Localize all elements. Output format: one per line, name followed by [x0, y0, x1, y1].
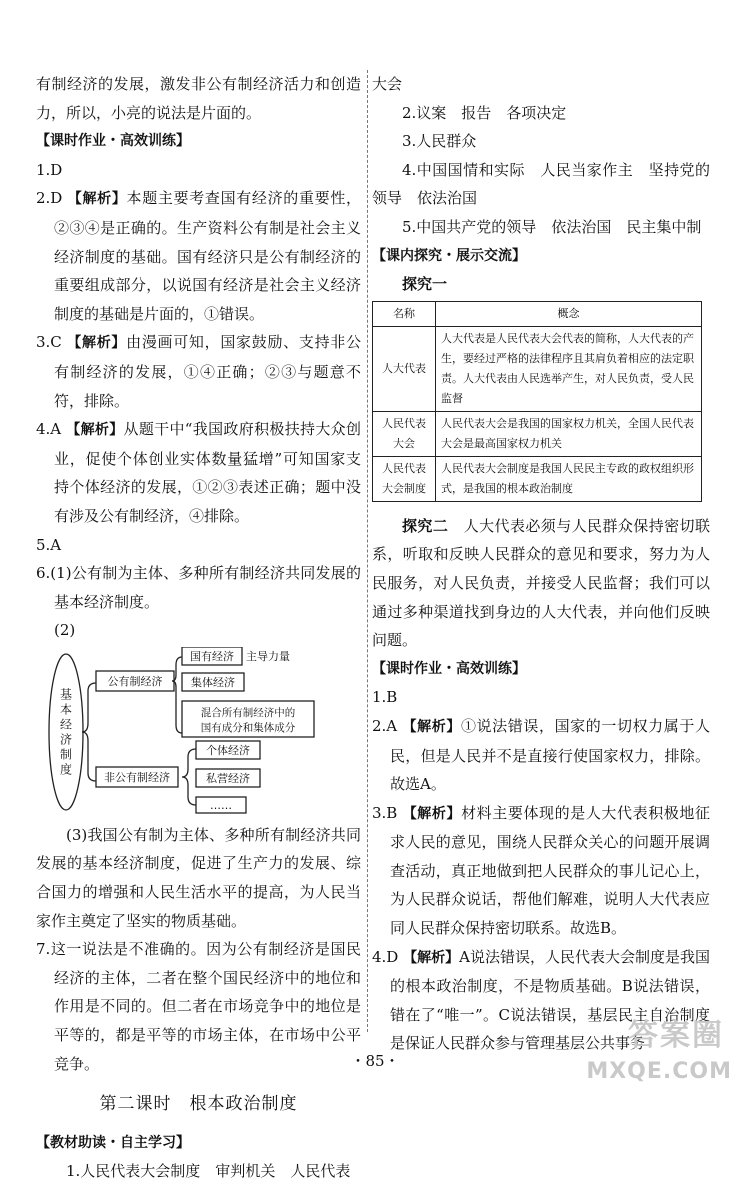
table-row — [373, 456, 702, 501]
diagram-private: 私营经济 — [206, 771, 250, 785]
study-answer-1-continued: 大会 — [372, 75, 403, 93]
economic-system-diagram — [36, 647, 336, 817]
table-header-name: 名称 — [373, 301, 436, 326]
diagram-svg — [36, 647, 336, 817]
analysis-tag: 【解析】 — [402, 805, 462, 822]
answer-4 — [36, 415, 361, 530]
answer-2-key: 2.D — [36, 189, 63, 208]
analysis-tag: 【解析】 — [67, 335, 127, 352]
answer-1: 1.D — [36, 160, 63, 179]
table-header-concept: 概念 — [436, 301, 702, 326]
analysis-tag: 【解析】 — [403, 949, 460, 966]
diagram-mixed-label — [201, 706, 296, 734]
answer-3-text: 由漫画可知，国家鼓励、支持非公有制经济的发展，①④正确；②③与题意不符，排除。 — [54, 333, 361, 410]
page-number: ・85・ — [350, 1052, 400, 1070]
public-brace — [172, 657, 182, 733]
diagram-root-char: 济 — [59, 732, 73, 747]
answer-3-key: 3.C — [36, 333, 62, 352]
right-column — [372, 70, 710, 1058]
table-cell-concept: 人民代表大会制度是我国人民民主专政的政权组织形式，是我国的根本政治制度 — [436, 456, 702, 501]
answer-6-part-3: (3)我国公有制为主体、多种所有制经济共同发展的基本经济制度，促进了生产力的发展、综合国力的增强和人民生活水平的提高，为人民当家作主奠定了坚实的物质基础。 — [36, 825, 361, 930]
analysis-tag: 【解析】 — [402, 718, 461, 735]
answer-3 — [36, 328, 361, 415]
exercise-answer-1: 1.B — [372, 688, 398, 707]
diagram-mixed-line: 国有成分和集体成分 — [200, 721, 296, 734]
study-answer-5: 5.中国共产党的领导 依法治国 民主集中制 — [402, 217, 702, 236]
diagram-collective: 集体经济 — [191, 675, 235, 689]
diagram-nonpublic: 非公有制经济 — [104, 770, 170, 784]
diagram-more: …… — [210, 798, 232, 812]
table-header-row — [373, 301, 702, 326]
diagram-state-note: 主导力量 — [246, 649, 290, 663]
study-answer-2: 2.议案 报告 各项决定 — [402, 103, 567, 122]
answer-5: 5.A — [36, 535, 62, 554]
paragraph-continued: 有制经济的发展，激发非公有制经济活力和创造力，所以，小亮的说法是片面的。 — [36, 75, 361, 122]
left-column — [36, 70, 361, 1186]
section-heading-homework-2: 【课时作业・高效训练】 — [372, 660, 526, 677]
answer-6-part-2-label: (2) — [54, 621, 76, 640]
table-row — [373, 411, 702, 456]
table-cell-name: 人民代表大会制度 — [373, 456, 436, 501]
table-row — [373, 326, 702, 411]
answer-2-text: 本题主要考查国有经济的重要性，②③④是正确的。生产资料公有制是社会主义经济制度的基础。国有经济只是公有制经济的重要组成部分，以说国有经济是社会主义经济制度的基础是片面的，①错误。 — [54, 189, 361, 323]
answer-7: 7.这一说法是不准确的。因为公有制经济是国民经济的主体，二者在整个国民经济中的地位和作用是不同的。但二者在市场竞争中的地位是平等的，都是平等的市场主体，在市场中公平竞争。 — [36, 940, 361, 1073]
watermark-logo: 答案圈 — [628, 1018, 724, 1053]
diagram-root-char: 度 — [59, 762, 73, 777]
exercise-answer-2-key: 2.A — [372, 716, 398, 735]
table-cell-name: 人大代表 — [373, 326, 436, 411]
exercise-answer-3-text: 材料主要体现的是人大代表积极地征求人民的意见，围绕人民群众关心的问题开展调查活动，真正地做到把人民群众的事儿记心上，为人民群众说话，帮他们解难，说明人大代表应同人民群众保持密切联系。故选B。 — [390, 803, 710, 938]
diagram-root-char: 基 — [59, 687, 73, 702]
column-divider — [367, 70, 368, 1032]
analysis-tag: 【解析】 — [66, 422, 124, 439]
analysis-tag: 【解析】 — [67, 191, 127, 208]
diagram-root-char: 经 — [59, 717, 73, 732]
exercise-answer-4-key: 4.D — [372, 947, 399, 966]
answer-2 — [36, 184, 361, 328]
diagram-root-char: 制 — [59, 747, 73, 762]
lesson-title: 第二课时 根本政治制度 — [99, 1094, 298, 1115]
exercise-answer-3 — [372, 799, 710, 943]
answer-4-key: 4.A — [36, 420, 62, 439]
nonpublic-brace — [182, 749, 196, 805]
diagram-individual: 个体经济 — [206, 743, 250, 757]
table-cell-name: 人民代表大会 — [373, 411, 436, 456]
diagram-root-label — [60, 687, 72, 776]
diagram-public: 公有制经济 — [107, 674, 163, 688]
exercise-answer-3-key: 3.B — [372, 803, 398, 822]
study-answer-4: 4.中国国情和实际 人民当家作主 坚持党的领导 依法治国 — [372, 160, 710, 208]
answer-6-part-1: 6.(1)公有制为主体、多种所有制经济共同发展的基本经济制度。 — [36, 564, 361, 611]
section-heading-self-study: 【教材助读・自主学习】 — [36, 1134, 190, 1151]
answer-4-text: 从题干中“我国政府积极扶持大众创业，促使个体创业实体数量猛增”可知国家支持个体经济的发展，①②③表述正确；题中没有涉及公有制经济，④排除。 — [54, 420, 361, 525]
section-heading-inquiry: 【课内探究・展示交流】 — [372, 247, 526, 264]
exercise-answer-4-text: A说法错误，人民代表大会制度是我国的根本政治制度，不是物质基础。B说法错误，错在了“唯一”。C说法错误，基层民主自治制度是保证人民群众参与管理基层公共事务 — [390, 947, 710, 1053]
inquiry-2-text: 人大代表必须与人民群众保持密切联系，听取和反映人民群众的意见和要求，努力为人民服务，对人民负责，并接受人民监督；我们可以通过多种渠道找到身边的人大代表，并向他们反映问题。 — [372, 516, 710, 650]
exercise-answer-2-text: ①说法错误，国家的一切权力属于人民，但是人民并不是直接行使国家权力，排除。故选A。 — [390, 716, 710, 794]
exercise-answer-2 — [372, 712, 710, 799]
watermark-url: MXQE.COM — [586, 1059, 732, 1084]
inquiry-2-title: 探究二 — [402, 516, 449, 535]
diagram-state: 国有经济 — [190, 649, 234, 663]
inquiry-1-title: 探究一 — [402, 275, 448, 294]
section-heading-homework: 【课时作业・高效训练】 — [36, 133, 190, 150]
study-answer-3: 3.人民群众 — [402, 132, 477, 151]
root-brace — [82, 683, 96, 781]
table-cell-concept: 人民代表大会是我国的国家权力机关，全国人民代表大会是最高国家权力机关 — [436, 411, 702, 456]
study-answer-1: 1.人民代表大会制度 审判机关 人民代表 — [66, 1162, 351, 1181]
inquiry-2 — [372, 512, 710, 655]
diagram-mixed-line: 混合所有制经济中的 — [200, 706, 296, 719]
diagram-root-char: 本 — [59, 702, 73, 717]
table-cell-concept: 人大代表是人民代表大会代表的简称，人大代表的产生，要经过严格的法律程序且其肩负着相应的法定职责。人大代表由人民选举产生，对人民负责，受人民监督 — [436, 326, 702, 411]
concept-table — [372, 301, 702, 502]
